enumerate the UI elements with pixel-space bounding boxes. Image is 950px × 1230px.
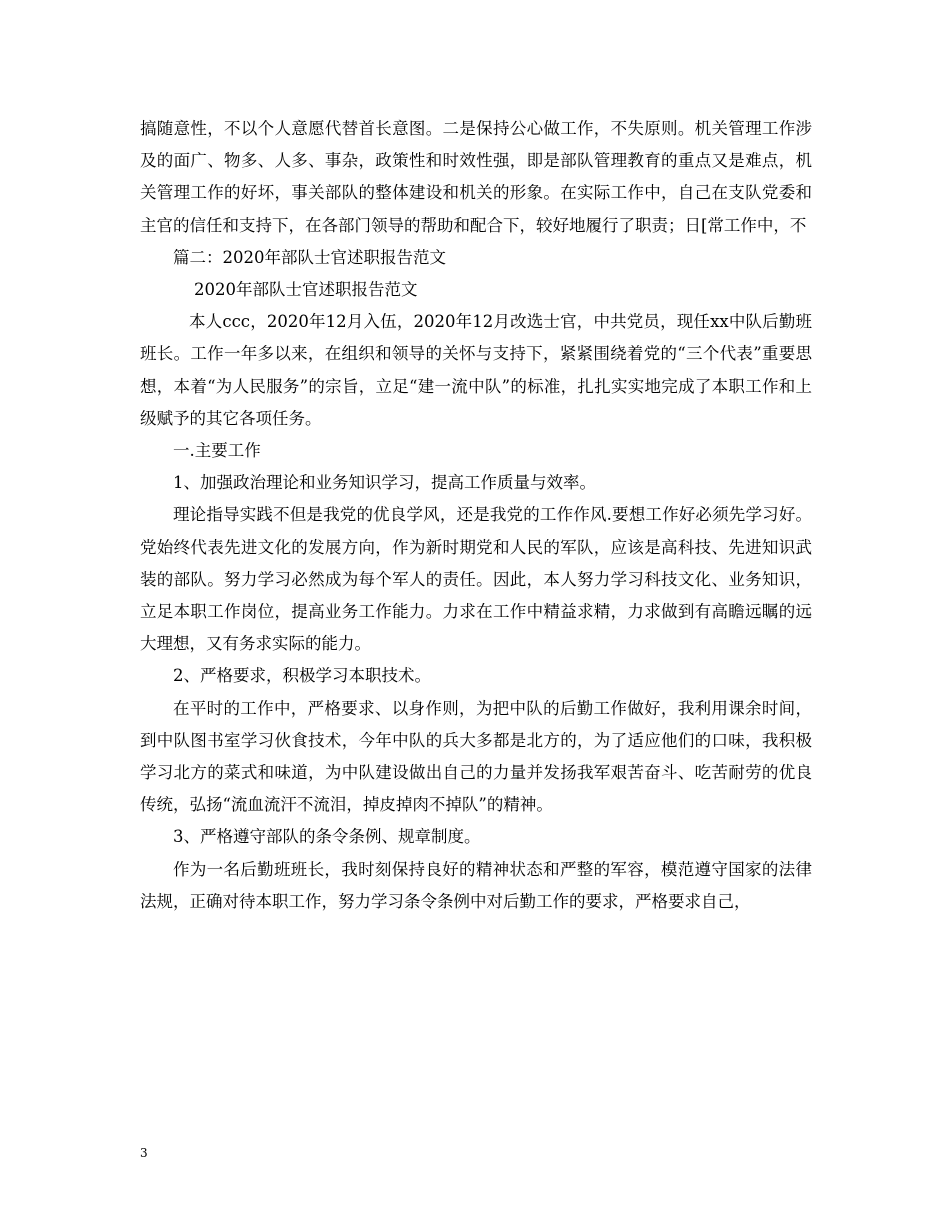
paragraph-intro: 本人ccc，2020年12月入伍，2020年12月改选士官，中共党员，现任xx中队后勤班班长。工作一年多以来，在组织和领导的关怀与支持下，紧紧围绕着党的“三个代表”重要思想，本着“为人民服务”的宗旨，立足“建一流中队”的标准，扎扎实实地完成了本职工作和上级赋予的其它各项任务。 (140, 312, 812, 428)
paragraph-technique: 在平时的工作中，严格要求、以身作则，为把中队的后勤工作做好，我利用课余时间，到中队图书室学习伙食技术，今年中队的兵大多都是北方的，为了适应他们的口味，我积极学习北方的菜式和味道，为中队建设做出自己的力量并发扬我军艰苦奋斗、吃苦耐劳的优良传统，弘扬“流血流汗不流泪，掉皮掉肉不掉队”的精神。 (140, 698, 812, 815)
paragraph-continuation: 搞随意性，不以个人意愿代替首长意图。二是保持公心做工作，不失原则。机关管理工作涉及的面广、物多、人多、事杂，政策性和时效性强，即是部队管理教育的重点又是难点，机关管理工作的好坏，事关部队的整体建设和机关的形象。在实际工作中，自己在支队党委和主官的信任和支持下，在各部门领导的帮助和配合下，较好地履行了职责；日[常工作中，不 (140, 119, 812, 235)
subheading-1: 1、加强政治理论和业务知识学习，提高工作质量与效率。 (173, 473, 596, 493)
subheading-2: 2、严格要求，积极学习本职技术。 (173, 666, 431, 686)
paragraph-discipline: 作为一名后勤班班长，我时刻保持良好的精神状态和严整的军容，模范遵守国家的法律法规，正确对待本职工作，努力学习条令条例中对后勤工作的要求，严格要求自己， (140, 859, 812, 911)
body-text (140, 113, 812, 918)
page-number: 3 (140, 1146, 148, 1160)
report-title: 2020年部队士官述职报告范文 (194, 280, 418, 300)
subheading-3: 3、严格遵守部队的条令条例、规章制度。 (173, 827, 481, 847)
paragraph-study: 理论指导实践不但是我党的优良学风，还是我党的工作作风.要想工作好必须先学习好。党始终代表先进文化的发展方向，作为新时期党和人民的军队，应该是高科技、先进知识武装的部队。努力学习必然成为每个军人的责任。因此，本人努力学习科技文化、业务知识，立足本职工作岗位，提高业务工作能力。力求在工作中精益求精，力求做到有高瞻远瞩的远大理想，又有务求实际的能力。 (140, 505, 812, 654)
heading-main-work: 一.主要工作 (173, 441, 261, 461)
section-heading: 篇二：2020年部队士官述职报告范文 (173, 247, 446, 267)
